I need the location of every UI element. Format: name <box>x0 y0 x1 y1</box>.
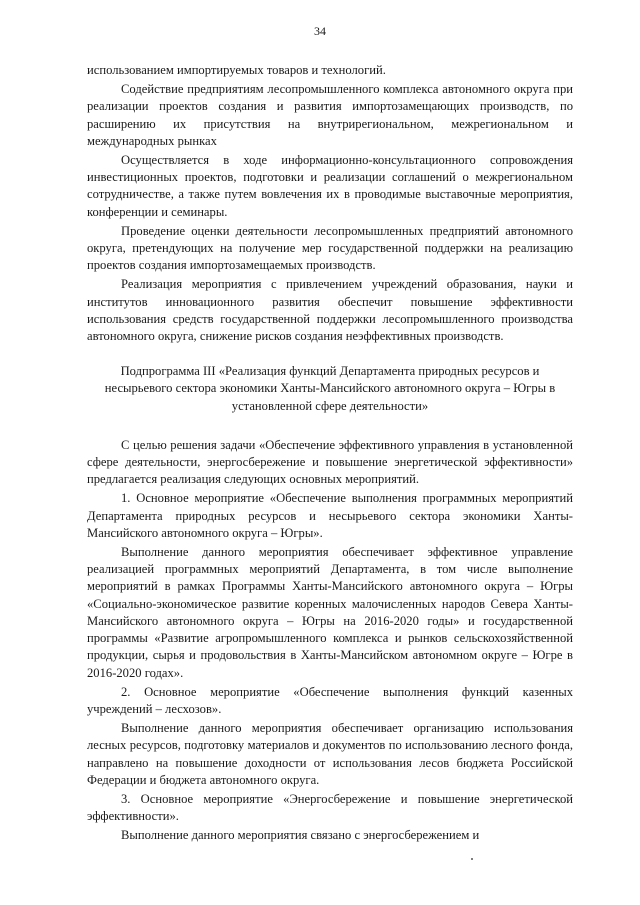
paragraphs-before <box>87 62 573 345</box>
paragraph: использованием импортируемых товаров и технологий. <box>87 63 386 77</box>
paragraph: Выполнение данного мероприятия обеспечивает эффективное управление реализацией программных мероприятий Департамента, в том числе выполнение мероприятий в рамках Программы Ханты-Мансийского автономного округа – Югры «Социально-экономическое развитие коренных малочисленных народов Севера Ханты-Мансийского автономного округа – Югры на 2016-2020 годы» и государственной программы «Развитие агропромышленного комплекса и рынков сельскохозяйственной продукции, сырья и продовольствия в Ханты-Мансийском автономном округе – Югре в 2016-2020 годах». <box>87 545 573 680</box>
paragraph: 3. Основное мероприятие «Энергосбережение и повышение энергетической эффективности». <box>87 791 573 824</box>
paragraph: Осуществляется в ходе информационно-консультационного сопровождения инвестиционных проектов, подготовки и реализации соглашений о межрегиональном сотрудничестве, а также путем вовлечения их в проводимые выставочные мероприятия, конференции и семинары. <box>87 153 573 219</box>
paragraph: Проведение оценки деятельности лесопромышленных предприятий автономного округа, претендующих на получение мер государственной поддержки на реализацию проектов создания импортозамещаемых производств. <box>87 223 573 273</box>
scan-speck <box>471 858 473 860</box>
paragraph: 2. Основное мероприятие «Обеспечение выполнения функций казенных учреждений – лесхозов». <box>87 684 573 716</box>
paragraphs-after <box>87 437 573 845</box>
paragraph: 1. Основное мероприятие «Обеспечение выполнения программных мероприятий Департамента природных ресурсов и несырьевого сектора экономики Ханты-Мансийского автономного округа – Югры». <box>87 491 573 540</box>
paragraph: Выполнение данного мероприятия связано с энергосбережением и <box>121 828 480 843</box>
paragraph: Содействие предприятиям лесопромышленного комплекса автономного округа при реализации проектов создания и развития импортозамещающих производств, по расширению их присутствия на внутрирегиональном, межрегиональном и международных рынках <box>87 82 573 148</box>
page-number: 34 <box>314 24 326 38</box>
document-body <box>87 62 573 847</box>
subprogram-heading: Подпрограмма III «Реализация функций Департамента природных ресурсов и несырьевого сектора экономики Ханты-Мансийского автономного округа – Югры в установленной сфере деятельности» <box>104 364 556 413</box>
paragraph: С целью решения задачи «Обеспечение эффективного управления в установленной сфере деятельности, энергосбережение и повышение энергетической эффективности» предлагается реализация следующих основных мероприятий. <box>87 437 573 487</box>
paragraph: Выполнение данного мероприятия обеспечивает организацию использования лесных ресурсов, подготовку материалов и документов по использованию лесного фонда, направлено на повышение доходности от использования лесов бюджета Российской Федерации и бюджета автономного округа. <box>87 721 573 787</box>
paragraph: Реализация мероприятия с привлечением учреждений образования, науки и институтов инновационного развития обеспечит повышение эффективности использования средств государственной поддержки лесопромышленного производства автономного округа, снижение рисков создания неэффективных производств. <box>87 277 573 344</box>
